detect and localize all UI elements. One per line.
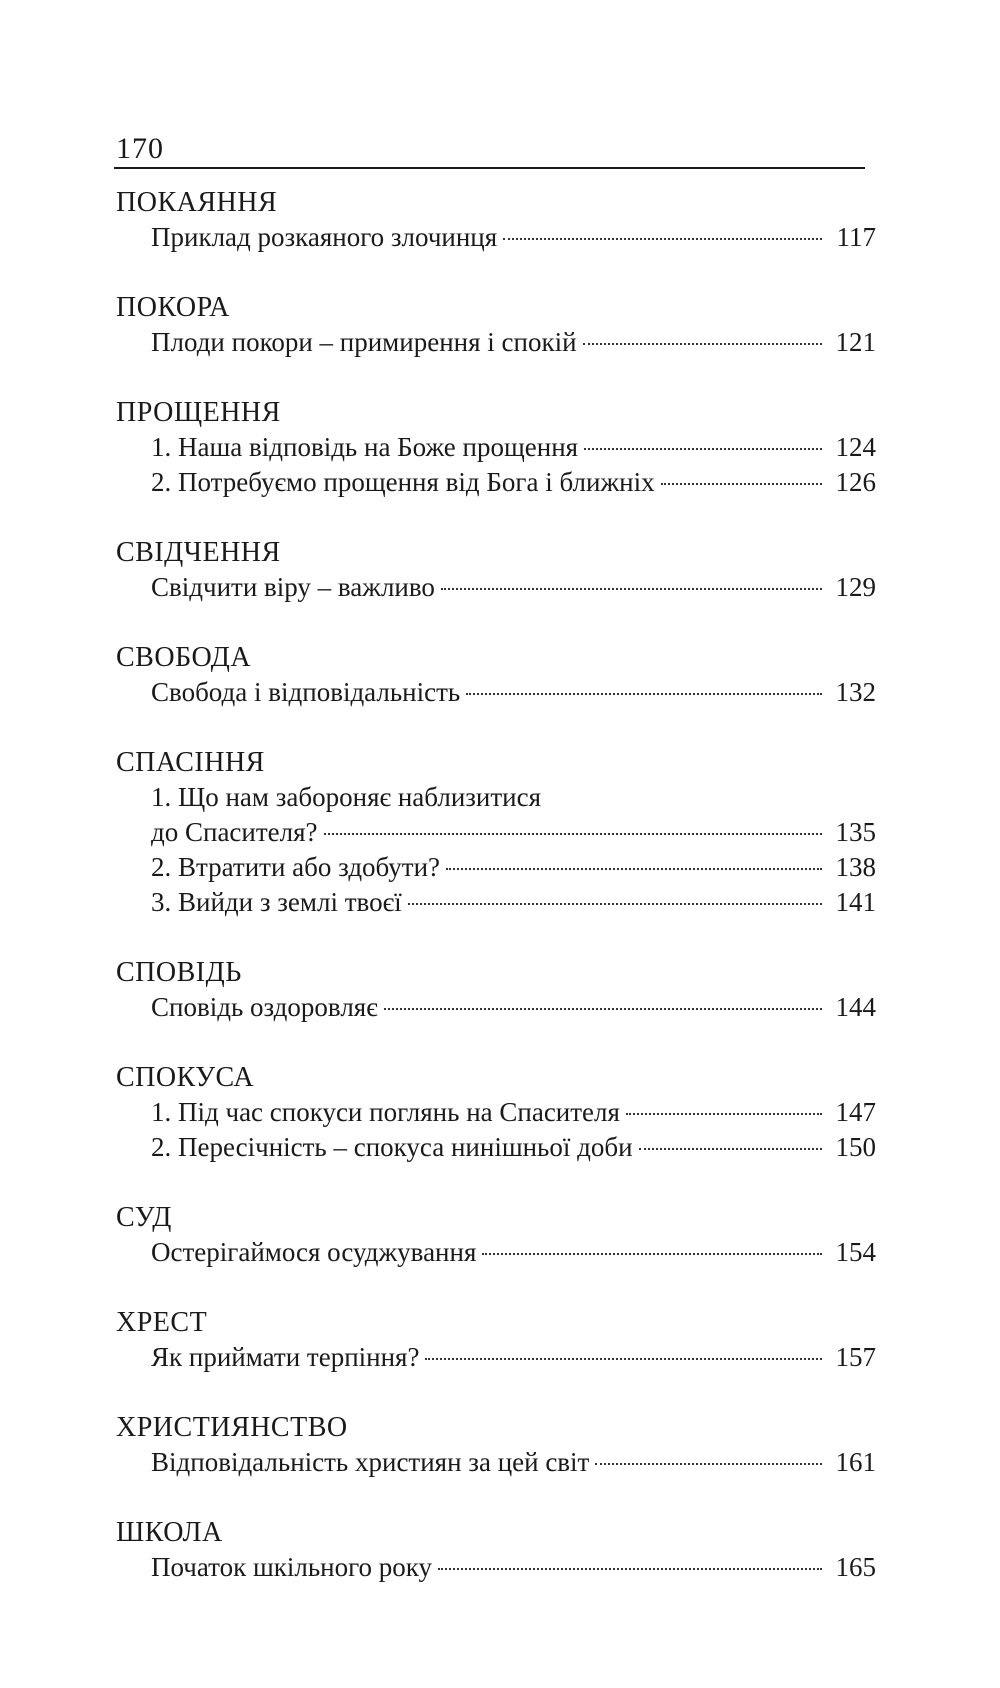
page-number: 170 [116, 132, 164, 165]
entry-title: 2. Пересічність – спокуса нинішньої доби [151, 1132, 633, 1162]
entry-title: Свідчити віру – важливо [151, 572, 435, 602]
entry-title: Початок шкільного року [151, 1552, 433, 1582]
entry-title: Плоди покори – примирення і спокій [151, 327, 577, 357]
section-title: ХРЕСТ [116, 1307, 208, 1338]
entry-title: до Спасителя? [151, 817, 318, 847]
section-title: ПОКАЯННЯ [116, 187, 278, 218]
section-title: СУД [116, 1202, 172, 1233]
entry-page-number: 150 [835, 1132, 876, 1162]
dot-leader [626, 1113, 822, 1115]
toc-entry [116, 990, 876, 1025]
toc-entry [116, 675, 876, 710]
dot-leader [466, 693, 822, 695]
dot-leader [384, 1008, 822, 1010]
entry-page-number: 154 [835, 1237, 876, 1267]
toc-entry [116, 220, 876, 255]
section-title: ПРОЩЕННЯ [116, 397, 281, 428]
toc-section [116, 956, 876, 1025]
toc-section [116, 1516, 876, 1585]
toc-entry [116, 1235, 876, 1270]
entry-page-number: 147 [835, 1097, 876, 1127]
toc-entry [116, 885, 876, 920]
entry-page-number: 129 [835, 572, 876, 602]
dot-leader [503, 238, 822, 240]
dot-leader [584, 448, 822, 450]
section-title: СВОБОДА [116, 642, 252, 673]
toc-entry [116, 1445, 876, 1480]
entry-page-number: 141 [835, 887, 876, 917]
toc-entry [116, 850, 876, 885]
entry-title: 1. Наша відповідь на Боже прощення [151, 432, 579, 462]
dot-leader [595, 1463, 822, 1465]
entry-page-number: 165 [835, 1552, 876, 1582]
toc-section [116, 1201, 876, 1270]
section-title: СПАСІННЯ [116, 747, 265, 778]
section-title: ХРИСТИЯНСТВО [116, 1412, 348, 1443]
dot-leader [408, 903, 822, 905]
entry-page-number: 132 [835, 677, 876, 707]
entry-title: Як приймати терпіння? [151, 1342, 420, 1372]
entry-title: 2. Втратити або здобути? [151, 852, 440, 882]
entry-page-number: 138 [835, 852, 876, 882]
entry-page-number: 124 [835, 432, 876, 462]
entry-page-number: 126 [835, 467, 876, 497]
toc-entry [116, 815, 876, 850]
entry-page-number: 117 [836, 222, 876, 252]
dot-leader [446, 868, 822, 870]
entry-title: Відповідальність християн за цей світ [151, 1447, 590, 1477]
dot-leader [482, 1253, 822, 1255]
entry-title: 3. Вийди з землі твоєї [151, 887, 402, 917]
dot-leader [324, 833, 822, 835]
header-rule [114, 167, 865, 169]
toc-entry [116, 325, 876, 360]
toc-entry [116, 1130, 876, 1165]
dot-leader [425, 1358, 822, 1360]
dot-leader [583, 343, 822, 345]
entry-title: 2. Потребуємо прощення від Бога і ближніх [151, 467, 655, 497]
toc-section [116, 1061, 876, 1165]
entry-title: 1. Під час спокуси поглянь на Спасителя [151, 1097, 620, 1127]
toc-section [116, 396, 876, 500]
toc-section [116, 291, 876, 360]
toc-entry [116, 570, 876, 605]
toc-entry [116, 1550, 876, 1585]
entry-page-number: 157 [835, 1342, 876, 1372]
toc-entry [116, 1340, 876, 1375]
entry-title: Сповідь оздоровляє [151, 992, 378, 1022]
entry-page-number: 135 [835, 817, 876, 847]
section-title: СПОКУСА [116, 1062, 255, 1093]
toc-entry [116, 465, 876, 500]
table-of-contents [116, 186, 876, 1621]
toc-section [116, 536, 876, 605]
dot-leader [441, 588, 822, 590]
dot-leader [661, 483, 822, 485]
entry-page-number: 161 [835, 1447, 876, 1477]
dot-leader [639, 1148, 822, 1150]
section-title: ПОКОРА [116, 292, 230, 323]
entry-title: Остерігаймося осуджування [151, 1237, 477, 1267]
toc-entry [116, 430, 876, 465]
section-title: СПОВІДЬ [116, 957, 242, 988]
toc-section [116, 1411, 876, 1480]
entry-title: Приклад розкаяного злочинця [151, 222, 498, 252]
toc-section [116, 746, 876, 920]
entry-page-number: 121 [835, 327, 876, 357]
entry-title-line: 1. Що нам забороняє наблизитися [151, 782, 542, 812]
entry-title: Свобода і відповідальність [151, 677, 461, 707]
toc-section [116, 186, 876, 255]
toc-section [116, 641, 876, 710]
section-title: ШКОЛА [116, 1517, 223, 1548]
section-title: СВІДЧЕННЯ [116, 537, 281, 568]
toc-entry [116, 1095, 876, 1130]
toc-section [116, 1306, 876, 1375]
entry-page-number: 144 [835, 992, 876, 1022]
dot-leader [438, 1568, 822, 1570]
